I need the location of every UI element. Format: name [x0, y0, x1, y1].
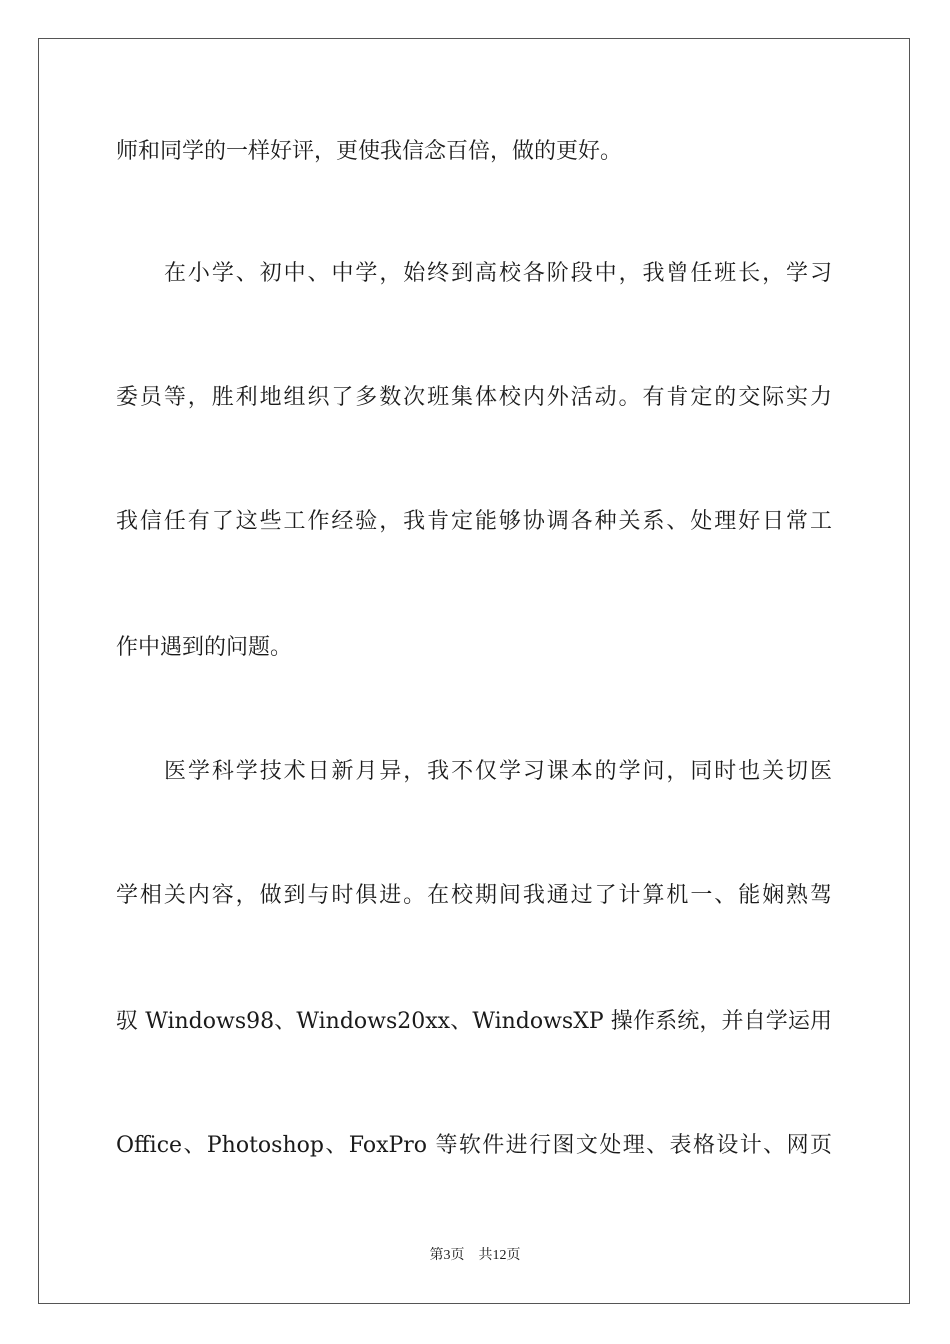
text-line: 在小学、初中、中学，始终到高校各阶段中，我曾任班长，学习	[164, 261, 832, 286]
text-line: 我信任有了这些工作经验，我肯定能够协调各种关系、处理好日常工	[116, 509, 832, 534]
page-number: 第3页	[429, 1248, 465, 1263]
page-total: 共12页	[478, 1248, 521, 1263]
text-line: 医学科学技术日新月异，我不仅学习课本的学问，同时也关切医	[164, 759, 832, 784]
text-line: 师和同学的一样好评，更使我信念百倍，做的更好。	[116, 139, 623, 164]
text-line: 委员等，胜利地组织了多数次班集体校内外活动。有肯定的交际实力	[116, 385, 832, 410]
page-border	[38, 38, 910, 1304]
text-line: 学相关内容，做到与时俱进。在校期间我通过了计算机一、能娴熟驾	[116, 883, 832, 908]
text-line: 驭 Windows98、Windows20xx、WindowsXP 操作系统，并自学运用	[116, 1009, 832, 1034]
page-footer	[0, 1247, 950, 1265]
text-line: 作中遇到的问题。	[116, 635, 293, 660]
text-line: Office、Photoshop、FoxPro 等软件进行图文处理、表格设计、网页	[116, 1133, 832, 1158]
